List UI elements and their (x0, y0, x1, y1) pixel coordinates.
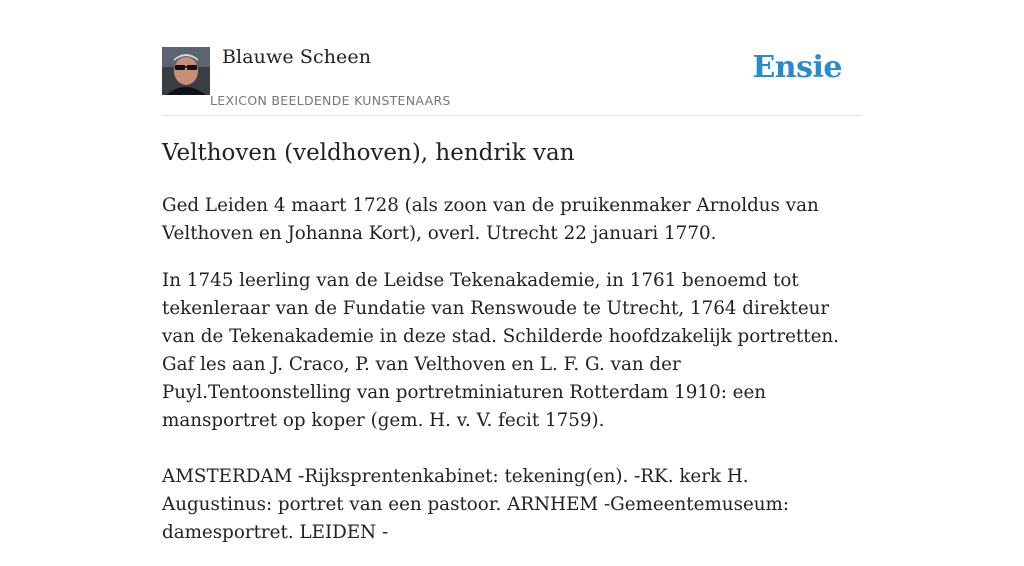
entry-body (162, 192, 862, 566)
entry-title: Velthoven (veldhoven), hendrik van (162, 140, 575, 166)
avatar-image (162, 47, 210, 95)
entry-header (162, 0, 862, 116)
page-container (162, 0, 862, 543)
collection-label[interactable]: LEXICON BEELDENDE KUNSTENAARS (210, 93, 451, 108)
brand-logo[interactable]: Ensie (752, 50, 842, 85)
entry-paragraph: In 1745 leerling van de Leidse Tekenakademie, in 1761 benoemd tot tekenleraar van de Fundatie van Renswoude te Utrecht, 1764 direkteur van de Tekenakademie in deze stad. Schilderde hoofdzakelijk portretten. Gaf les aan J. Craco, P. van Velthoven en L. F. G. van der Puyl.Tentoonstelling van portretminiaturen Rotterdam 1910: een mansportret op koper (gem. H. v. V. fecit 1759). AMSTERDAM -Rijksprentenkabinet: tekening(en). -RK. kerk H. Augustinus: portret van een pastoor. ARNHEM -Gemeentemuseum: damesportret. LEIDEN - (162, 270, 839, 543)
entry-paragraph: Ged Leiden 4 maart 1728 (als zoon van de pruikenmaker Arnoldus van Velthoven en Johanna Kort), overl. Utrecht 22 januari 1770. (162, 195, 819, 244)
author-avatar[interactable] (162, 47, 210, 95)
author-name[interactable]: Blauwe Scheen (222, 46, 372, 68)
